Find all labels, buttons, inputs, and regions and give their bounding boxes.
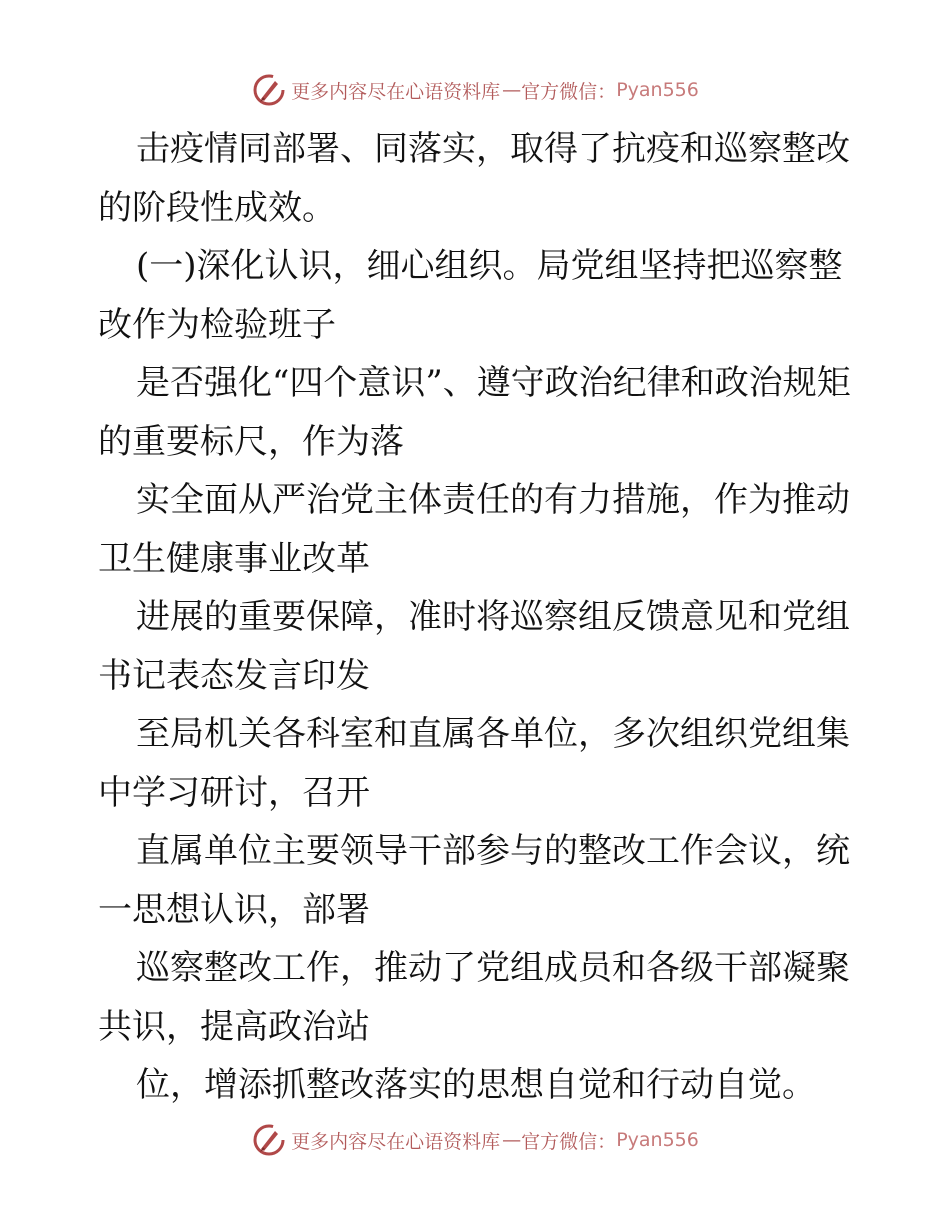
paragraph-3: 是否强化“四个意识”、遵守政治纪律和政治规矩的重要标尺，作为落	[98, 363, 851, 462]
banner-wechat-id: Pyan556	[616, 1129, 699, 1151]
paragraph-5: 进展的重要保障，准时将巡察组反馈意见和党组书记表态发言印发	[98, 597, 850, 696]
paragraph-8: 巡察整改工作，推动了党组成员和各级干部凝聚共识，提高政治站	[98, 948, 850, 1047]
paragraph-6: 至局机关各科室和直属各单位，多次组织党组集中学习研讨，召开	[98, 714, 850, 813]
banner-site-text: 更多内容尽在心语资料库	[291, 80, 501, 103]
banner-official-label: 官方微信：	[521, 80, 617, 103]
quill-logo-icon	[251, 72, 287, 108]
paragraph-1: 击疫情同部署、同落实，取得了抗疫和巡察整改的阶段性成效。	[98, 129, 850, 228]
banner-site-text: 更多内容尽在心语资料库	[291, 1130, 501, 1153]
banner-wechat-id: Pyan556	[616, 79, 699, 101]
paragraph-2: (一)深化认识，细心组织。局党组坚持把巡察整改作为检验班子	[98, 246, 843, 345]
footer-watermark-banner	[0, 1120, 950, 1160]
banner-separator: —	[502, 79, 520, 101]
header-watermark-banner	[0, 70, 950, 110]
paragraph-4: 实全面从严治党主体责任的有力措施，作为推动卫生健康事业改革	[98, 480, 850, 579]
document-body	[98, 120, 858, 1115]
quill-logo-icon	[251, 1122, 287, 1158]
banner-separator: —	[502, 1129, 520, 1151]
paragraph-7: 直属单位主要领导干部参与的整改工作会议，统一思想认识，部署	[98, 831, 850, 930]
banner-official-label: 官方微信：	[521, 1130, 617, 1153]
paragraph-9: 位，增添抓整改落实的思想自觉和行动自觉。	[136, 1065, 816, 1105]
